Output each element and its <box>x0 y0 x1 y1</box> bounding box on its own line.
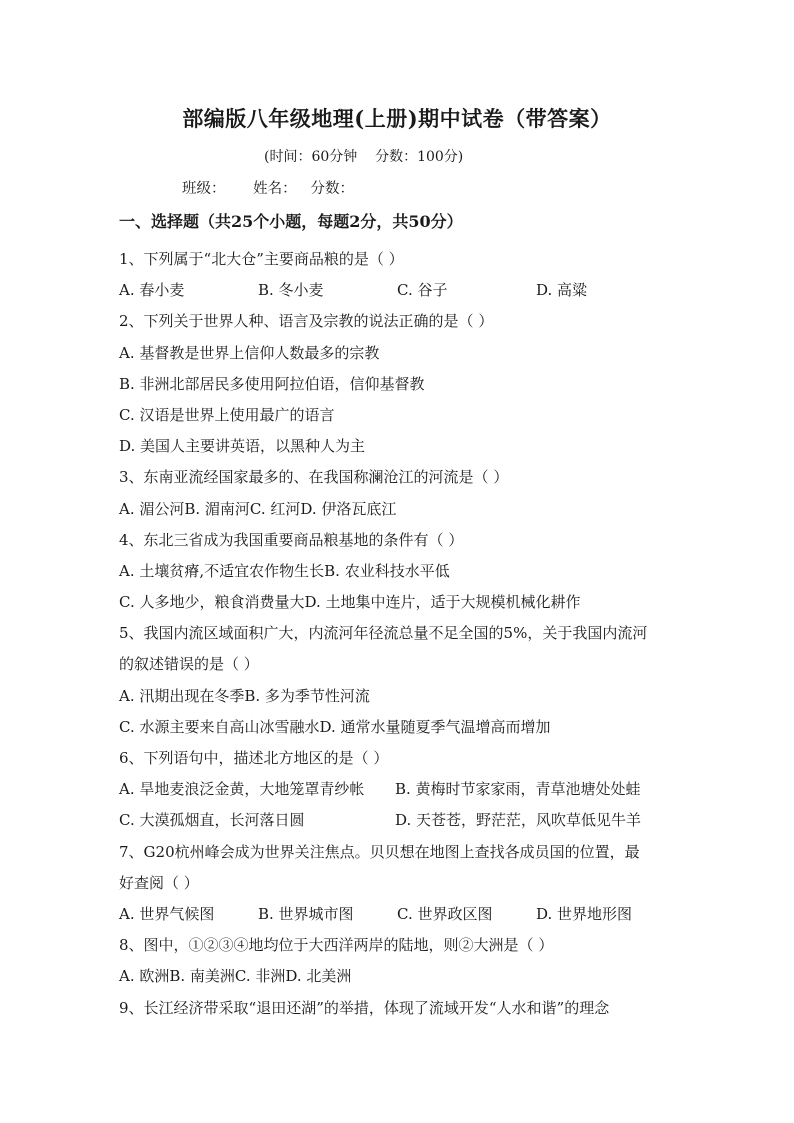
option-b: B. 冬小麦 <box>258 281 324 300</box>
question-3-stem: 3、东南亚流经国家最多的、在我国称澜沧江的河流是（ ） <box>119 468 509 487</box>
question-6-stem: 6、下列语句中，描述北方地区的是（ ） <box>119 749 389 767</box>
option-b: B. 黄梅时节家家雨，青草池塘处处蛙 <box>395 780 641 799</box>
question-8-stem: 8、图中，①②③④地均位于大西洋两岸的陆地，则②大洲是（ ） <box>119 936 554 955</box>
option-a: A. 春小麦 <box>119 281 185 300</box>
question-7-stem-cont: 好查阅（ ） <box>119 873 199 892</box>
exam-time-score: (时间：60分钟 分数：100分) <box>264 149 464 165</box>
question-8-options: A. 欧洲B. 南美洲C. 非洲D. 北美洲 <box>119 967 352 986</box>
option-c: C. 谷子 <box>397 281 448 300</box>
option-d: D. 天苍苍，野茫茫，风吹草低见牛羊 <box>395 811 642 830</box>
option-c: C. 大漠孤烟直，长河落日圆 <box>119 811 305 830</box>
option-a: A. 世界气候图 <box>119 904 215 923</box>
option-b: B. 非洲北部居民多使用阿拉伯语，信仰基督教 <box>119 374 425 393</box>
option-a: A. 旱地麦浪泛金黄，大地笼罩青纱帐 <box>119 780 365 799</box>
option-a: A. 基督教是世界上信仰人数最多的宗教 <box>119 343 380 362</box>
question-6-options-ab <box>119 774 679 805</box>
option-d: D. 世界地形图 <box>536 904 633 923</box>
question-3-options: A. 湄公河B. 湄南河C. 红河D. 伊洛瓦底江 <box>119 499 397 518</box>
question-7-stem: 7、G20杭州峰会成为世界关注焦点。贝贝想在地图上查找各成员国的位置，最 <box>119 842 640 861</box>
option-c: C. 汉语是世界上使用最广的语言 <box>119 405 335 424</box>
question-9-stem: 9、长江经济带采取“退田还湖”的举措，体现了流域开发“人水和谐”的理念 <box>119 998 610 1017</box>
question-4-stem: 4、东北三省成为我国重要商品粮基地的条件有（ ） <box>119 530 464 549</box>
question-1-options <box>119 275 679 306</box>
option-c: C. 世界政区图 <box>397 904 493 923</box>
option-d: D. 美国人主要讲英语，以黑种人为主 <box>119 437 366 456</box>
question-6-options-cd <box>119 805 679 836</box>
question-5-stem: 5、我国内流区域面积广大，内流河年径流总量不足全国的5%，关于我国内流河 <box>119 624 648 643</box>
question-5-options-cd: C. 水源主要来自高山冰雪融水D. 通常水量随夏季气温增高而增加 <box>119 717 551 736</box>
question-list <box>119 244 679 1024</box>
question-4-options-ab: A. 土壤贫瘠,不适宜农作物生长B. 农业科技水平低 <box>119 561 450 580</box>
question-4-options-cd: C. 人多地少，粮食消费量大D. 土地集中连片，适于大规模机械化耕作 <box>119 593 581 612</box>
question-5-options-ab: A. 汛期出现在冬季B. 多为季节性河流 <box>119 686 370 705</box>
section-heading: 一、选择题（共25个小题，每题2分，共50分） <box>119 212 463 231</box>
page-title: 部编版八年级地理(上册)期中试卷（带答案） <box>182 106 612 131</box>
option-d: D. 高粱 <box>536 281 588 300</box>
question-2-stem: 2、下列关于世界人种、语言及宗教的说法正确的是（ ） <box>119 312 494 331</box>
student-info-line: 班级： 姓名： 分数： <box>182 181 354 197</box>
question-1-stem: 1、下列属于“北大仓”主要商品粮的是（ ） <box>119 250 404 268</box>
question-5-stem-cont: 的叙述错误的是（ ） <box>119 655 259 674</box>
option-b: B. 世界城市图 <box>258 904 354 923</box>
question-7-options <box>119 899 679 930</box>
